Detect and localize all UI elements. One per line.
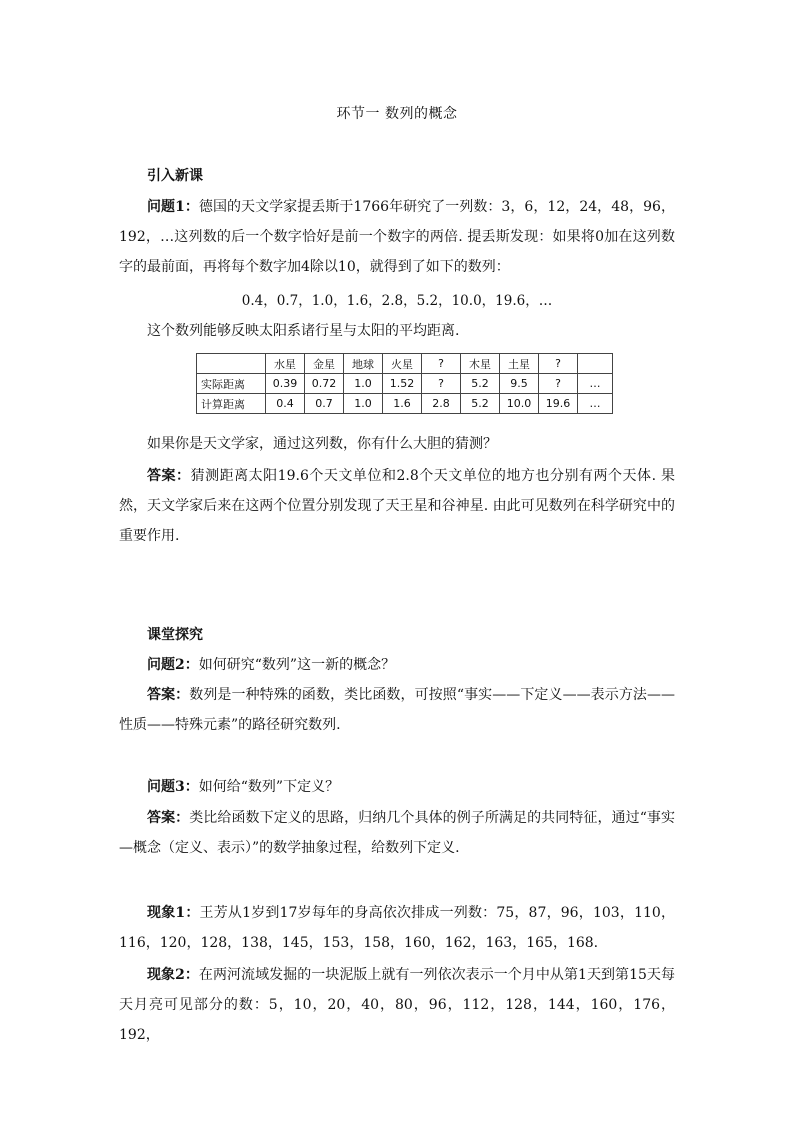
- table-header-cell: 火星: [383, 354, 422, 374]
- answer-1-label: 答案：: [147, 468, 191, 484]
- question-2-label: 问题2：: [147, 657, 199, 673]
- table-header-cell: [578, 354, 613, 374]
- answer-2-text: 数列是一种特殊的函数，类比函数，可按照“事实——下定义——表示方法——性质——特殊元素”的路径研究数列.: [119, 687, 676, 733]
- question-2-text: 如何研究“数列”这一新的概念？: [198, 657, 396, 673]
- table-header-cell: 水星: [266, 354, 305, 374]
- table-header-row: [197, 354, 613, 374]
- sequence-line: 0.4，0.7，1.0，1.6，2.8，5.2，10.0，19.6，…: [241, 293, 553, 309]
- table-row: [197, 394, 613, 414]
- table-cell: 1.0: [344, 374, 383, 394]
- table-cell: 0.7: [305, 394, 344, 414]
- table-cell: ?: [422, 374, 461, 394]
- table-cell: …: [578, 394, 613, 414]
- table-cell: 9.5: [500, 374, 539, 394]
- question-1-label: 问题1：: [147, 199, 199, 215]
- table-cell: 5.2: [461, 374, 500, 394]
- table-header-cell: 木星: [461, 354, 500, 374]
- page-title: 环节一 数列的概念: [336, 106, 458, 122]
- table-cell: 19.6: [539, 394, 578, 414]
- table-cell: 1.6: [383, 394, 422, 414]
- table-cell: 0.72: [305, 374, 344, 394]
- question-1: [119, 192, 675, 282]
- table-header-cell: 地球: [344, 354, 383, 374]
- question-3-label: 问题3：: [147, 779, 199, 795]
- table-cell: …: [578, 374, 613, 394]
- table-row: [197, 374, 613, 394]
- answer-2: [119, 680, 675, 740]
- phenomenon-2-label: 现象2：: [147, 967, 199, 983]
- answer-1: [119, 461, 675, 551]
- question-2: [119, 650, 675, 680]
- question-3-text: 如何给“数列”下定义？: [198, 779, 340, 795]
- question-3: [119, 772, 675, 802]
- table-header-cell: 土星: [500, 354, 539, 374]
- answer-1-text: 猜测距离太阳19.6个天文单位和2.8个天文单位的地方也分别有两个天体. 果然，天文学家后来在这两个位置分别发现了天王星和谷神星. 由此可见数列在科学研究中的重要作用.: [119, 468, 675, 544]
- section-heading-intro: 引入新课: [147, 168, 203, 184]
- phenomenon-2: [119, 960, 675, 1050]
- section-heading-explore: 课堂探究: [147, 627, 203, 643]
- table-row-head: 计算距离: [197, 394, 266, 414]
- table-cell: 5.2: [461, 394, 500, 414]
- table-cell: 1.0: [344, 394, 383, 414]
- table-row-head: 实际距离: [197, 374, 266, 394]
- table-header-cell: ?: [422, 354, 461, 374]
- table-cell: 0.39: [266, 374, 305, 394]
- phenomenon-1: [119, 898, 675, 958]
- answer-3: [119, 803, 675, 863]
- phenomenon-1-label: 现象1：: [147, 905, 200, 921]
- table-cell: 1.52: [383, 374, 422, 394]
- answer-3-text: 类比给函数下定义的思路，归纳几个具体的例子所满足的共同特征，通过“事实—概念（定义、表示）”的数学抽象过程，给数列下定义.: [119, 810, 676, 856]
- reflect-text: 这个数列能够反映太阳系诸行星与太阳的平均距离.: [147, 323, 460, 339]
- table-header-cell: 金星: [305, 354, 344, 374]
- table-header-cell: [197, 354, 266, 374]
- answer-3-label: 答案：: [147, 810, 190, 826]
- table-cell: 0.4: [266, 394, 305, 414]
- answer-2-label: 答案：: [147, 687, 190, 703]
- table-cell: 10.0: [500, 394, 539, 414]
- question-1-text: 德国的天文学家提丢斯于1766年研究了一列数：3，6，12，24，48，96，192，…这列数的后一个数字恰好是前一个数字的两倍. 提丢斯发现：如果将0加在这列数字的最前面，再将每个数字加4除以10，就得到了如下的数列：: [119, 199, 675, 275]
- table-cell: ?: [539, 374, 578, 394]
- table-cell: 2.8: [422, 394, 461, 414]
- table-header-cell: ?: [539, 354, 578, 374]
- guess-question: 如果你是天文学家，通过这列数，你有什么大胆的猜测？: [147, 436, 497, 452]
- phenomenon-1-text: 王芳从1岁到17岁每年的身高依次排成一列数：75，87，96，103，110，116，120，128，138，145，153，158，160，162，163，165，168.: [119, 905, 675, 951]
- planet-distance-table: [196, 353, 613, 414]
- phenomenon-2-text: 在两河流域发掘的一块泥版上就有一列依次表示一个月中从第1天到第15天每天月亮可见部分的数：5，10，20，40，80，96，112，128，144，160，176，192，: [119, 967, 675, 1043]
